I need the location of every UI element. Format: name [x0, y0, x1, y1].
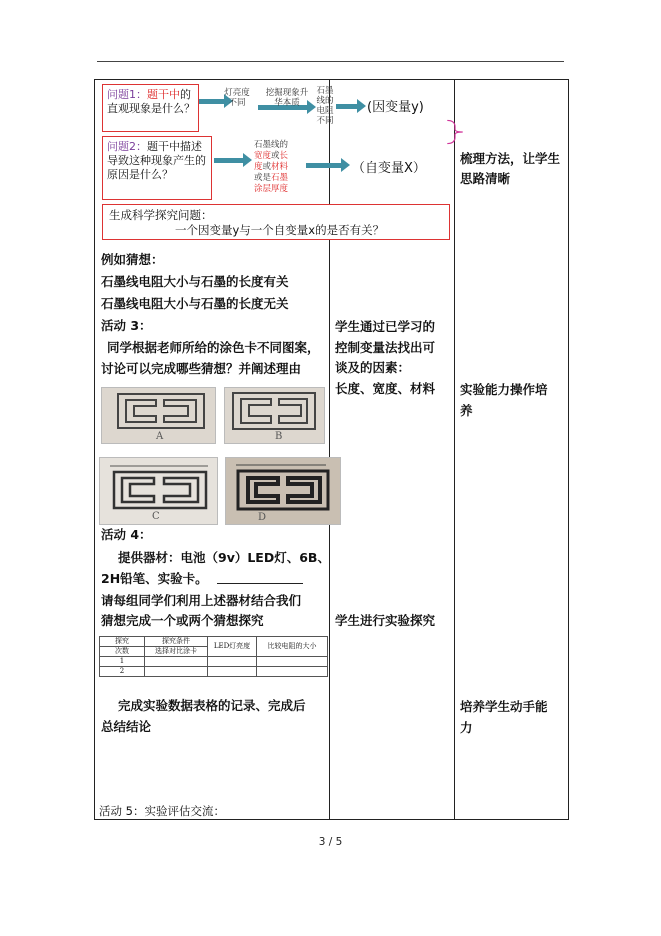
header-led: LED灯亮度: [208, 637, 257, 657]
question1-highlight: 题干中: [147, 88, 180, 101]
question2-box: [102, 136, 212, 200]
header-trial: 探究: [100, 637, 145, 647]
arrow-dependent: [336, 104, 358, 109]
activity4-line2: 2H铅笔、实验卡。: [101, 571, 208, 586]
activity4-line4: 猜想完成一个或两个猜想探究: [101, 613, 264, 628]
generate-title: 生成科学探究问题：: [109, 208, 213, 222]
experiment-data-table: [99, 636, 328, 677]
independent-var: （自变量X）: [352, 161, 426, 176]
col3-method-1: 梳理方法，让学生: [460, 151, 561, 166]
col2-line1: 学生通过已学习的: [335, 319, 436, 334]
col3-hands-2: 力: [460, 720, 473, 735]
guess-title: 例如猜想：: [101, 252, 164, 267]
fill-blank-line: [217, 583, 303, 584]
cause-line-5: 涂层厚度: [254, 184, 289, 194]
arrow-q2: [214, 158, 244, 163]
essence-label: 挖掘现象升 华本质: [265, 88, 309, 108]
color-card-photo-a: [101, 387, 216, 444]
color-card-photo-b: [224, 387, 325, 444]
generate-question-box: [102, 204, 450, 240]
question2-label: 问题2：: [107, 140, 147, 153]
guess-2: 石墨线电阻大小与石墨的长度无关: [101, 296, 289, 311]
column-divider-1: [329, 80, 330, 819]
activity5-title: 活动 5：实验评估交流：: [99, 804, 225, 818]
color-card-photo-d: [225, 457, 341, 525]
header-trial-count: 次数: [100, 647, 145, 657]
col3-hands-1: 培养学生动手能: [460, 699, 548, 714]
photo-label-b: B: [275, 431, 283, 442]
question1-text: 的直观现象是什么？: [107, 88, 195, 115]
col2-line2: 控制变量法找出可: [335, 340, 436, 355]
page-number: 3 / 5: [318, 836, 343, 848]
table-row: 1: [100, 657, 328, 667]
header-condition: 探究条件: [145, 637, 208, 647]
col2-line3: 谈及的因素：: [335, 360, 411, 375]
col3-method-2: 思路清晰: [460, 171, 511, 186]
activity4-title: 活动 4：: [101, 527, 152, 542]
resistance-label: 石墨 线的 电阻 不同: [316, 86, 334, 126]
cause-line-3: 度或材料: [254, 162, 289, 172]
guess-1: 石墨线电阻大小与石墨的长度有关: [101, 274, 289, 289]
cause-text: [254, 140, 304, 195]
col3-skill-1: 实验能力操作培: [460, 382, 548, 397]
photo-label-c: C: [152, 511, 160, 522]
dependent-var: (因变量y): [367, 100, 424, 115]
summary-line1: 完成实验数据表格的记录、完成后: [118, 698, 306, 713]
activity4-line1: 提供器材：电池（9v）LED灯、6B、: [118, 550, 330, 565]
brightness-label: 灯亮度 不同: [224, 88, 250, 108]
generate-body: 一个因变量y与一个自变量x的是否有关？: [175, 223, 385, 237]
activity4-line3: 请每组同学们利用上述器材结合我们: [101, 593, 302, 608]
table-row: 2: [100, 667, 328, 677]
photo-label-d: D: [258, 512, 267, 523]
cause-line-4: 或是石墨: [254, 173, 289, 183]
col3-skill-2: 养: [460, 403, 473, 418]
header-resistance: 比较电阻的大小: [257, 637, 328, 657]
header-compare-card: 选择对比涂卡: [145, 647, 208, 657]
activity3-line2: 讨论可以完成哪些猜想？并阐述理由: [101, 361, 302, 376]
summary-line2: 总结结论: [101, 719, 152, 734]
arrow-independent: [306, 163, 342, 168]
color-card-photo-c: [99, 457, 218, 525]
activity3-title: 活动 3：: [101, 318, 152, 333]
column-divider-2: [454, 80, 455, 819]
question1-label: 问题1：: [107, 88, 147, 101]
photo-label-a: A: [156, 431, 164, 442]
question1-box: [102, 84, 199, 132]
col2-explore: 学生进行实验探究: [335, 613, 436, 628]
question2-text: 题干中描述导致这种现象产生的原因是什么？: [107, 140, 206, 181]
header-rule: [97, 61, 564, 62]
col2-line4: 长度、宽度、材料: [335, 381, 436, 396]
cause-line-2: 宽度或长: [254, 151, 289, 161]
activity3-line1: 同学根据老师所给的涂色卡不同图案，: [107, 340, 320, 355]
cause-line-1: 石墨线的: [254, 140, 289, 150]
